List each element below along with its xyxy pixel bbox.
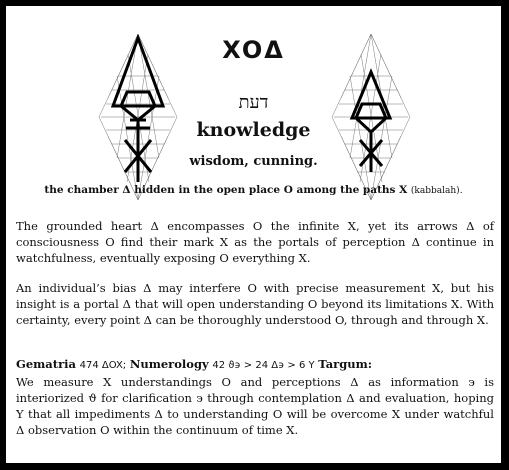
chamber-line: [6, 184, 501, 196]
targum-label: Targum:: [318, 357, 373, 371]
gematria-value: 474 ΔOX;: [79, 360, 127, 371]
chamber-text: the chamber Δ hidden in the open place O among the paths X: [44, 184, 408, 196]
paragraph-3: We measure X understandings O and perceptions Δ as information ϶ is interiorized ϑ for clarification ϶ through contemplation Δ and evaluation, hoping Y that all impediments Δ to understanding O will be overcome X under watchful Δ observation O within the continuum of time X.: [16, 375, 494, 437]
chamber-source: (kabbalah).: [410, 186, 463, 196]
glyph-title: XOΔ: [222, 36, 285, 64]
hebrew-word: דעת: [238, 92, 269, 113]
paragraph-2: An individual’s bias Δ may interfere O with precise measurement X, but his insight is a portal Δ that will open understanding O beyond its limitations X. With certainty, every point Δ can be thoroughly understood O, through and through X.: [16, 281, 494, 327]
paragraph-1: The grounded heart Δ encompasses O the infinite X, yet its arrows Δ of consciousness O find their mark X as the portals of perception Δ continue in watchfulness, eventually exposing O everything X.: [16, 219, 494, 265]
numerology-label: Numerology: [129, 357, 209, 371]
gematria-label: Gematria: [16, 357, 76, 371]
page-title: knowledge: [196, 119, 311, 141]
page: [6, 6, 501, 463]
gematria-block: [16, 356, 494, 438]
subtitle: wisdom, cunning.: [189, 154, 318, 169]
numerology-value: 42 ϑ϶ > 24 Δ϶ > 6 Y: [212, 360, 315, 371]
